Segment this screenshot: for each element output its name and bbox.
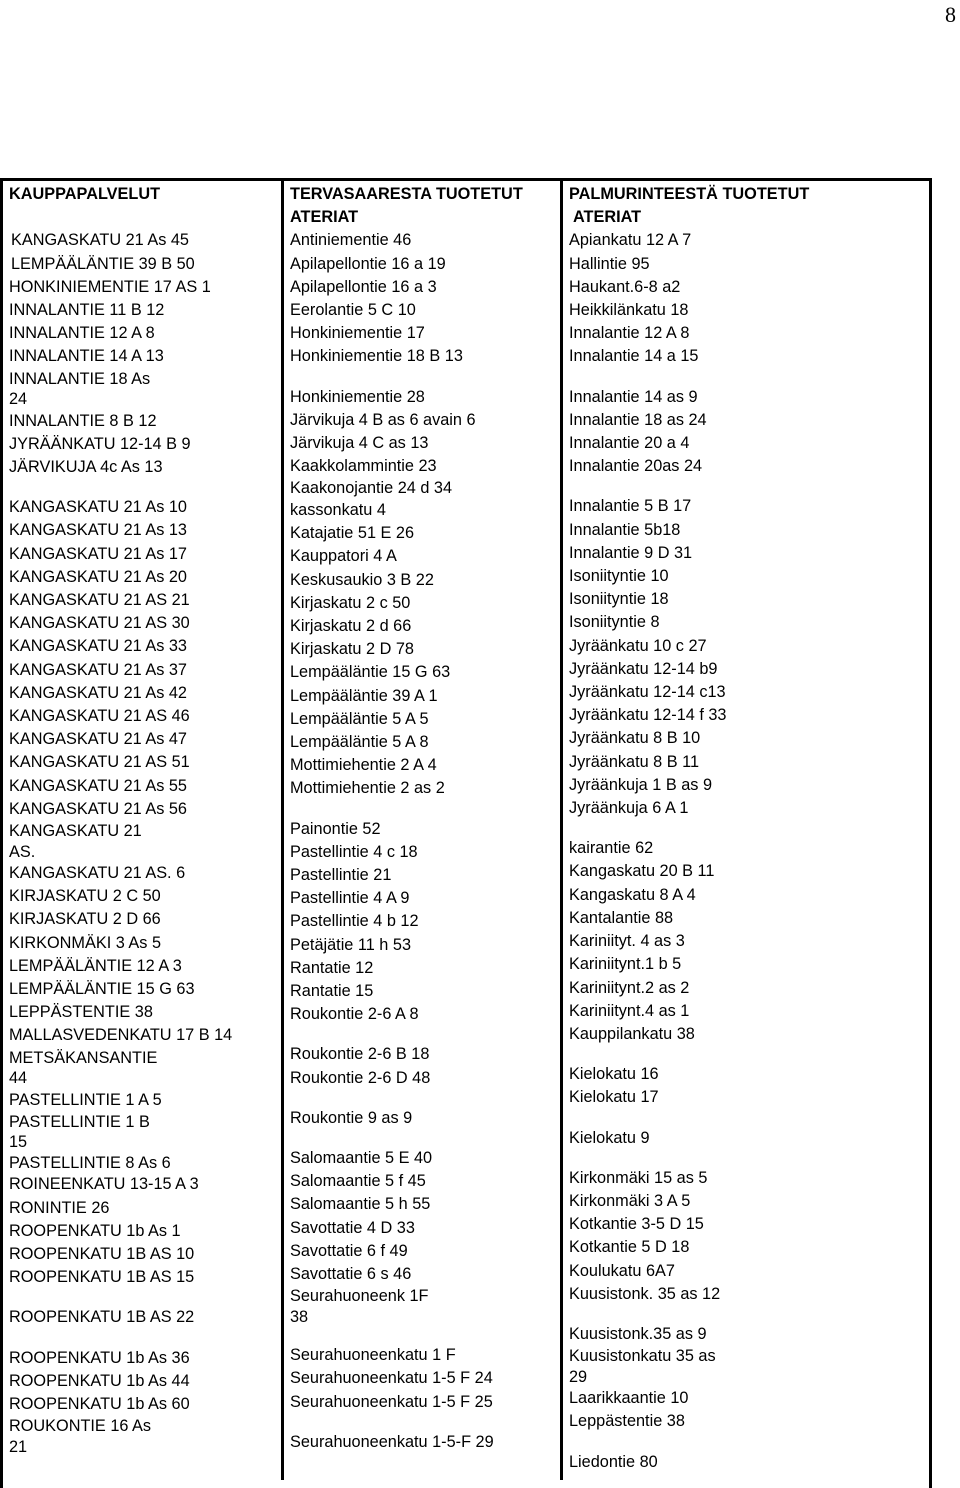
list-item: Kangaskatu 20 B 11 bbox=[569, 862, 715, 881]
list-item: Honkiniementie 17 bbox=[290, 324, 425, 343]
list-item: Järvikuja 4 B as 6 avain 6 bbox=[290, 410, 476, 429]
address-list bbox=[569, 229, 924, 1473]
list-item: KIRJASKATU 2 D 66 bbox=[9, 910, 161, 929]
list-item: KANGASKATU 21 AS 51 bbox=[9, 753, 190, 772]
list-item: Kielokatu 9 bbox=[569, 1128, 650, 1147]
address-list bbox=[9, 229, 277, 1457]
list-item: Koulukatu 6A7 bbox=[569, 1261, 675, 1280]
list-item: INNALANTIE 18 As 24 bbox=[9, 369, 151, 409]
list-item: Kuusistonk.35 as 9 bbox=[569, 1324, 707, 1343]
list-item: Haukant.6-8 a2 bbox=[569, 277, 681, 296]
list-item: Seurahuoneenkatu 1-5 F 24 bbox=[290, 1369, 493, 1388]
list-item: Jyräänkatu 8 B 11 bbox=[569, 752, 700, 771]
list-item: Isoniityntie 8 bbox=[569, 613, 660, 632]
list-item: Seurahuoneenk 1F 38 bbox=[290, 1287, 429, 1326]
list-item: Kaakkolammintie 23 bbox=[290, 457, 437, 476]
list-item: Apiankatu 12 A 7 bbox=[569, 231, 692, 250]
list-item: Järvikuja 4 C as 13 bbox=[290, 434, 429, 453]
list-item: Savottatie 6 s 46 bbox=[290, 1265, 412, 1284]
list-item: Kariniitynt.2 as 2 bbox=[569, 978, 690, 997]
list-item: PASTELLINTIE 1 A 5 bbox=[9, 1090, 162, 1109]
list-item: Antiniementie 46 bbox=[290, 231, 412, 250]
list-item: ROOPENKATU 1b As 44 bbox=[9, 1371, 190, 1390]
list-item: Jyräänkuja 1 B as 9 bbox=[569, 775, 712, 794]
page-number: 8 bbox=[945, 2, 956, 27]
list-item: KANGASKATU 21 AS 21 bbox=[9, 591, 190, 610]
list-item: Lempääläntie 39 A 1 bbox=[290, 686, 438, 705]
list-item: Innalantie 14 a 15 bbox=[569, 347, 699, 366]
list-item: ROOPENKATU 1b As 1 bbox=[9, 1221, 181, 1240]
column-divider bbox=[281, 180, 284, 1480]
list-item: Innalantie 5b18 bbox=[569, 520, 681, 539]
list-item: Kirjaskatu 2 c 50 bbox=[290, 593, 411, 612]
list-item: LEPPÄSTENTIE 38 bbox=[9, 1003, 153, 1022]
list-item: Mottimiehentie 2 as 2 bbox=[290, 779, 445, 798]
list-item: KANGASKATU 21 AS 46 bbox=[9, 707, 190, 726]
list-item: INNALANTIE 11 B 12 bbox=[9, 301, 165, 319]
list-item: Kotkantie 3-5 D 15 bbox=[569, 1215, 704, 1234]
list-item: INNALANTIE 8 B 12 bbox=[9, 411, 157, 430]
column-header: TERVASAARESTA TUOTETUT bbox=[290, 185, 523, 203]
list-item: KANGASKATU 21 AS. 6 bbox=[9, 864, 186, 883]
list-item: Salomaantie 5 h 55 bbox=[290, 1195, 431, 1214]
list-item: Kirkonmäki 3 A 5 bbox=[569, 1191, 691, 1210]
list-item: Petäjätie 11 h 53 bbox=[290, 935, 411, 954]
list-item: Eerolantie 5 C 10 bbox=[290, 301, 416, 320]
list-item: ROOPENKATU 1B AS 15 bbox=[9, 1268, 195, 1287]
list-item: Seurahuoneenkatu 1-5 F 25 bbox=[290, 1392, 493, 1411]
list-item: JÄRVIKUJA 4c As 13 bbox=[9, 458, 163, 477]
list-item: Jyräänkuja 6 A 1 bbox=[569, 799, 689, 818]
list-item: KANGASKATU 21 As 20 bbox=[9, 567, 187, 586]
list-item: Innalantie 5 B 17 bbox=[569, 497, 692, 516]
list-item: INNALANTIE 14 A 13 bbox=[9, 347, 164, 366]
list-item: Honkiniementie 28 bbox=[290, 387, 425, 406]
column-header-line-2: ATERIAT bbox=[573, 208, 642, 227]
list-item: kassonkatu 4 bbox=[290, 500, 386, 519]
list-item: Innalantie 14 as 9 bbox=[569, 387, 698, 406]
list-item: ROOPENKATU 1B AS 10 bbox=[9, 1245, 195, 1263]
list-item: Jyräänkatu 12-14 f 33 bbox=[569, 706, 727, 725]
list-item: Kotkantie 5 D 18 bbox=[569, 1238, 690, 1257]
list-item: Lempääläntie 5 A 8 bbox=[290, 732, 429, 751]
list-item: Leppästentie 38 bbox=[569, 1412, 685, 1431]
list-item: KIRJASKATU 2 C 50 bbox=[9, 887, 161, 906]
list-item: kairantie 62 bbox=[569, 839, 654, 858]
list-item: Keskusaukio 3 B 22 bbox=[290, 570, 434, 589]
list-item: Roukontie 2-6 D 48 bbox=[290, 1068, 431, 1087]
list-item: Kirkonmäki 15 as 5 bbox=[569, 1168, 708, 1187]
list-item: Innalantie 18 as 24 bbox=[569, 410, 707, 429]
list-item: JYRÄÄNKATU 12-14 B 9 bbox=[9, 434, 191, 453]
list-item: Katajatie 51 E 26 bbox=[290, 524, 415, 543]
list-item: Kariniitynt.4 as 1 bbox=[569, 1001, 690, 1020]
list-item: Pastellintie 4 b 12 bbox=[290, 912, 419, 931]
list-item: Kuusistonkatu 35 as 29 bbox=[569, 1347, 716, 1386]
list-item: Kariniitynt.1 b 5 bbox=[569, 955, 682, 974]
list-item: KANGASKATU 21 As 47 bbox=[9, 730, 187, 749]
list-item: KANGASKATU 21 As 55 bbox=[9, 776, 187, 795]
list-item: Roukontie 9 as 9 bbox=[290, 1108, 413, 1127]
list-item: Jyräänkatu 10 c 27 bbox=[569, 636, 707, 655]
list-item: Liedontie 80 bbox=[569, 1452, 658, 1471]
list-item: Heikkilänkatu 18 bbox=[569, 301, 689, 320]
list-item: LEMPÄÄLÄNTIE 39 B 50 bbox=[11, 254, 195, 273]
list-item: ROINEENKATU 13-15 A 3 bbox=[9, 1175, 199, 1194]
list-item: Kantalantie 88 bbox=[569, 908, 674, 927]
list-item: KANGASKATU 21 As 37 bbox=[9, 660, 187, 679]
column-palmurinteesta bbox=[569, 183, 924, 1474]
list-item: Painontie 52 bbox=[290, 819, 381, 838]
list-item: Rantatie 12 bbox=[290, 958, 374, 977]
list-item: Kirjaskatu 2 d 66 bbox=[290, 616, 412, 635]
list-item: Roukontie 2-6 B 18 bbox=[290, 1045, 430, 1064]
list-item: Roukontie 2-6 A 8 bbox=[290, 1005, 419, 1024]
list-item: Mottimiehentie 2 A 4 bbox=[290, 756, 437, 775]
list-item: Savottatie 6 f 49 bbox=[290, 1241, 408, 1260]
list-item: Pastellintie 4 A 9 bbox=[290, 889, 410, 908]
list-item: KIRKONMÄKI 3 As 5 bbox=[9, 933, 162, 952]
list-item: KANGASKATU 21 As 45 bbox=[11, 231, 189, 250]
list-item: Salomaantie 5 f 45 bbox=[290, 1172, 426, 1191]
list-item: Isoniityntie 10 bbox=[569, 567, 669, 586]
list-item: HONKINIEMENTIE 17 AS 1 bbox=[9, 277, 211, 296]
list-item: LEMPÄÄLÄNTIE 12 A 3 bbox=[9, 956, 182, 975]
address-list bbox=[290, 229, 556, 1454]
list-item: Pastellintie 21 bbox=[290, 865, 392, 884]
list-item: Kariniityt. 4 as 3 bbox=[569, 932, 685, 951]
column-header-line-2: ATERIAT bbox=[290, 208, 359, 227]
column-kauppapalvelut bbox=[9, 183, 277, 1457]
list-item: PASTELLINTIE 1 B 15 bbox=[9, 1112, 150, 1152]
list-item: Isoniityntie 18 bbox=[569, 590, 669, 609]
column-divider bbox=[560, 180, 563, 1480]
list-item: Seurahuoneenkatu 1 F bbox=[290, 1346, 456, 1365]
list-item: Pastellintie 4 c 18 bbox=[290, 842, 418, 861]
list-item: Kuusistonk. 35 as 12 bbox=[569, 1284, 721, 1303]
list-item: KANGASKATU 21 AS 30 bbox=[9, 614, 190, 633]
list-item: Kielokatu 17 bbox=[569, 1088, 659, 1107]
list-item: KANGASKATU 21 As 10 bbox=[9, 498, 187, 517]
list-item: KANGASKATU 21 As 42 bbox=[9, 683, 187, 702]
list-item: Lempääläntie 15 G 63 bbox=[290, 663, 451, 682]
list-item: Innalantie 9 D 31 bbox=[569, 543, 693, 562]
list-item: INNALANTIE 12 A 8 bbox=[9, 324, 155, 343]
column-header: KAUPPAPALVELUT bbox=[9, 185, 161, 203]
list-item: Jyräänkatu 12-14 b9 bbox=[569, 659, 718, 678]
column-header: PALMURINTEESTÄ TUOTETUT bbox=[569, 185, 810, 203]
list-item: KANGASKATU 21 As 33 bbox=[9, 637, 187, 656]
list-item: KANGASKATU 21 AS. bbox=[9, 822, 142, 861]
list-item: Hallintie 95 bbox=[569, 254, 650, 273]
list-item: RONINTIE 26 bbox=[9, 1198, 110, 1217]
list-item: MALLASVEDENKATU 17 B 14 bbox=[9, 1026, 233, 1045]
list-item: Honkiniementie 18 B 13 bbox=[290, 347, 463, 366]
column-tervasaaresta bbox=[290, 183, 556, 1454]
list-item: Salomaantie 5 E 40 bbox=[290, 1149, 433, 1168]
list-item: ROOPENKATU 1b As 36 bbox=[9, 1348, 190, 1367]
list-item: KANGASKATU 21 As 17 bbox=[9, 544, 187, 563]
list-item: Laarikkaantie 10 bbox=[569, 1389, 689, 1408]
list-item: Rantatie 15 bbox=[290, 982, 374, 1000]
list-item: KANGASKATU 21 As 13 bbox=[9, 521, 187, 540]
list-item: LEMPÄÄLÄNTIE 15 G 63 bbox=[9, 980, 195, 999]
list-item: Innalantie 20as 24 bbox=[569, 457, 703, 476]
list-item: Kaakonojantie 24 d 34 bbox=[290, 479, 453, 498]
list-item: Jyräänkatu 8 B 10 bbox=[569, 729, 701, 748]
list-item: Seurahuoneenkatu 1-5-F 29 bbox=[290, 1432, 494, 1451]
list-item: ROOPENKATU 1b As 60 bbox=[9, 1395, 190, 1414]
list-item: Kauppatori 4 A bbox=[290, 547, 397, 566]
list-item: Jyräänkatu 12-14 c13 bbox=[569, 683, 726, 702]
list-item: Innalantie 20 a 4 bbox=[569, 434, 690, 453]
list-item: KANGASKATU 21 As 56 bbox=[9, 799, 187, 818]
list-item: Kielokatu 16 bbox=[569, 1065, 659, 1084]
list-item: Lempääläntie 5 A 5 bbox=[290, 709, 429, 728]
list-item: Kirjaskatu 2 D 78 bbox=[290, 640, 414, 659]
list-item: PASTELLINTIE 8 As 6 bbox=[9, 1153, 171, 1172]
list-item: Savottatie 4 D 33 bbox=[290, 1218, 415, 1237]
list-item: Apilapellontie 16 a 19 bbox=[290, 254, 446, 273]
list-item: Kangaskatu 8 A 4 bbox=[569, 885, 696, 904]
list-item: ROUKONTIE 16 As 21 bbox=[9, 1417, 152, 1456]
list-item: Apilapellontie 16 a 3 bbox=[290, 277, 437, 296]
list-item: ROOPENKATU 1B AS 22 bbox=[9, 1308, 195, 1327]
list-item: Kauppilankatu 38 bbox=[569, 1024, 695, 1043]
list-item: METSÄKANSANTIE 44 bbox=[9, 1048, 158, 1088]
list-item: Innalantie 12 A 8 bbox=[569, 324, 690, 343]
